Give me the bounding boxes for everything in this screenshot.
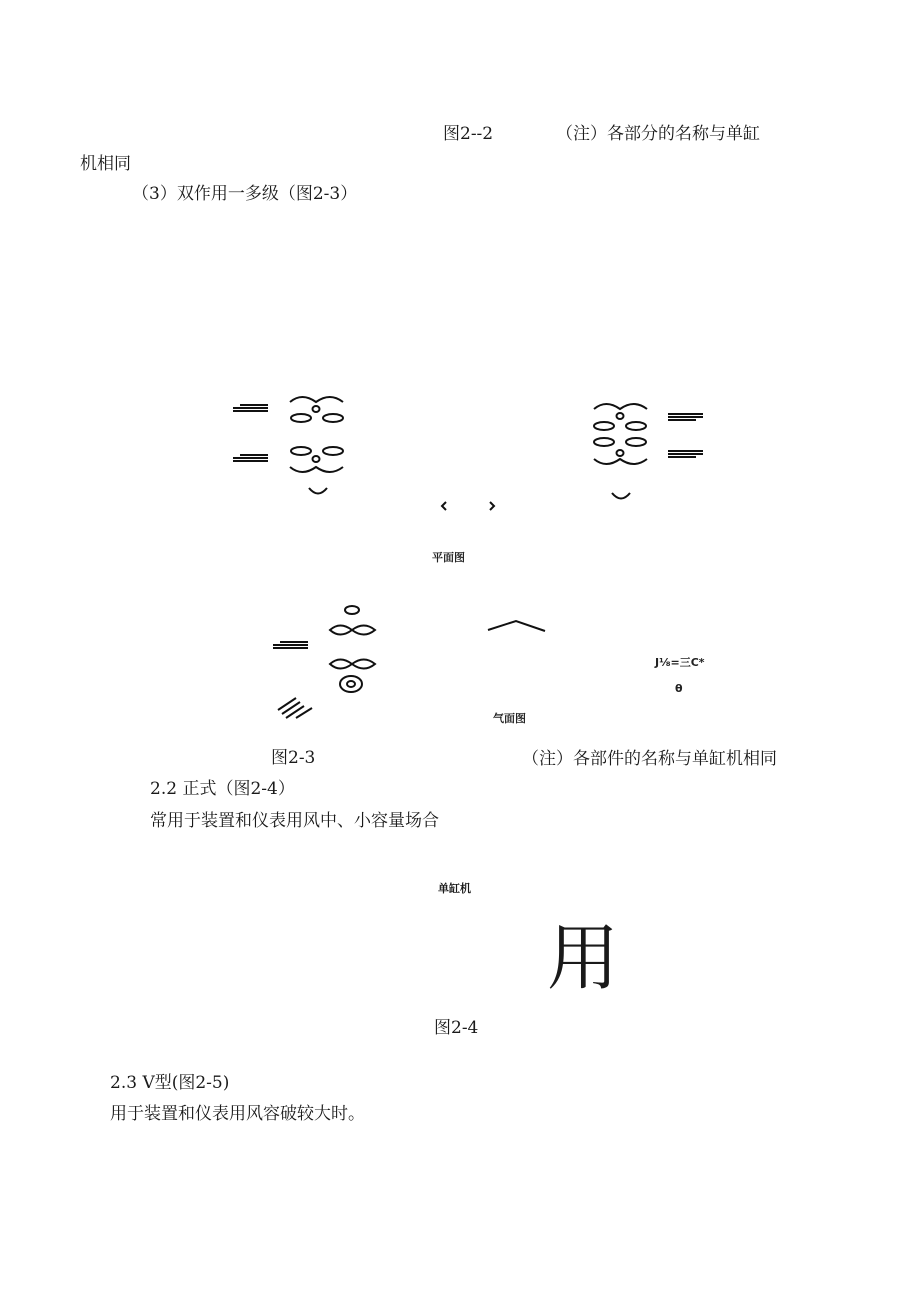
fig2-4-caption: 图2-4 <box>434 1018 479 1038</box>
fig2-2-note: （注）各部分的名称与单缸 <box>556 124 760 144</box>
section-2-2-body: 常用于装置和仪表用风中、小容量场合 <box>150 811 439 831</box>
centre-marks <box>442 502 494 510</box>
formula-label: J⅛=三C* <box>655 656 705 669</box>
fig2-3-note: （注）各部件的名称与单缸机相同 <box>522 749 777 769</box>
fig2-3-caption: 图2-3 <box>271 748 316 768</box>
section-2-3-body: 用于装置和仪表用风容破较大时。 <box>110 1104 365 1124</box>
section-3-heading: （3）双作用一多级（图2-3） <box>132 184 358 204</box>
plan-view-label: 平面图 <box>432 551 465 564</box>
right-cylinder-group <box>594 404 703 499</box>
theta-label: θ <box>675 682 683 695</box>
fig2-4-label: 单缸机 <box>438 882 471 895</box>
left-cylinder-group <box>233 397 343 494</box>
bottom-left-cylinder-group <box>273 606 375 718</box>
side-view-label: 气面图 <box>493 712 526 725</box>
fig2-2-label: 图2--2 <box>443 124 494 144</box>
section-2-2-heading: 2.2 正式（图2-4） <box>150 779 295 799</box>
fig2-2-note-continuation: 机相同 <box>80 154 131 174</box>
bottom-center-chevron <box>488 621 545 631</box>
fig2-4-glyph: 用 <box>547 916 620 1000</box>
section-2-3-heading: 2.3 V型(图2-5) <box>110 1073 230 1093</box>
